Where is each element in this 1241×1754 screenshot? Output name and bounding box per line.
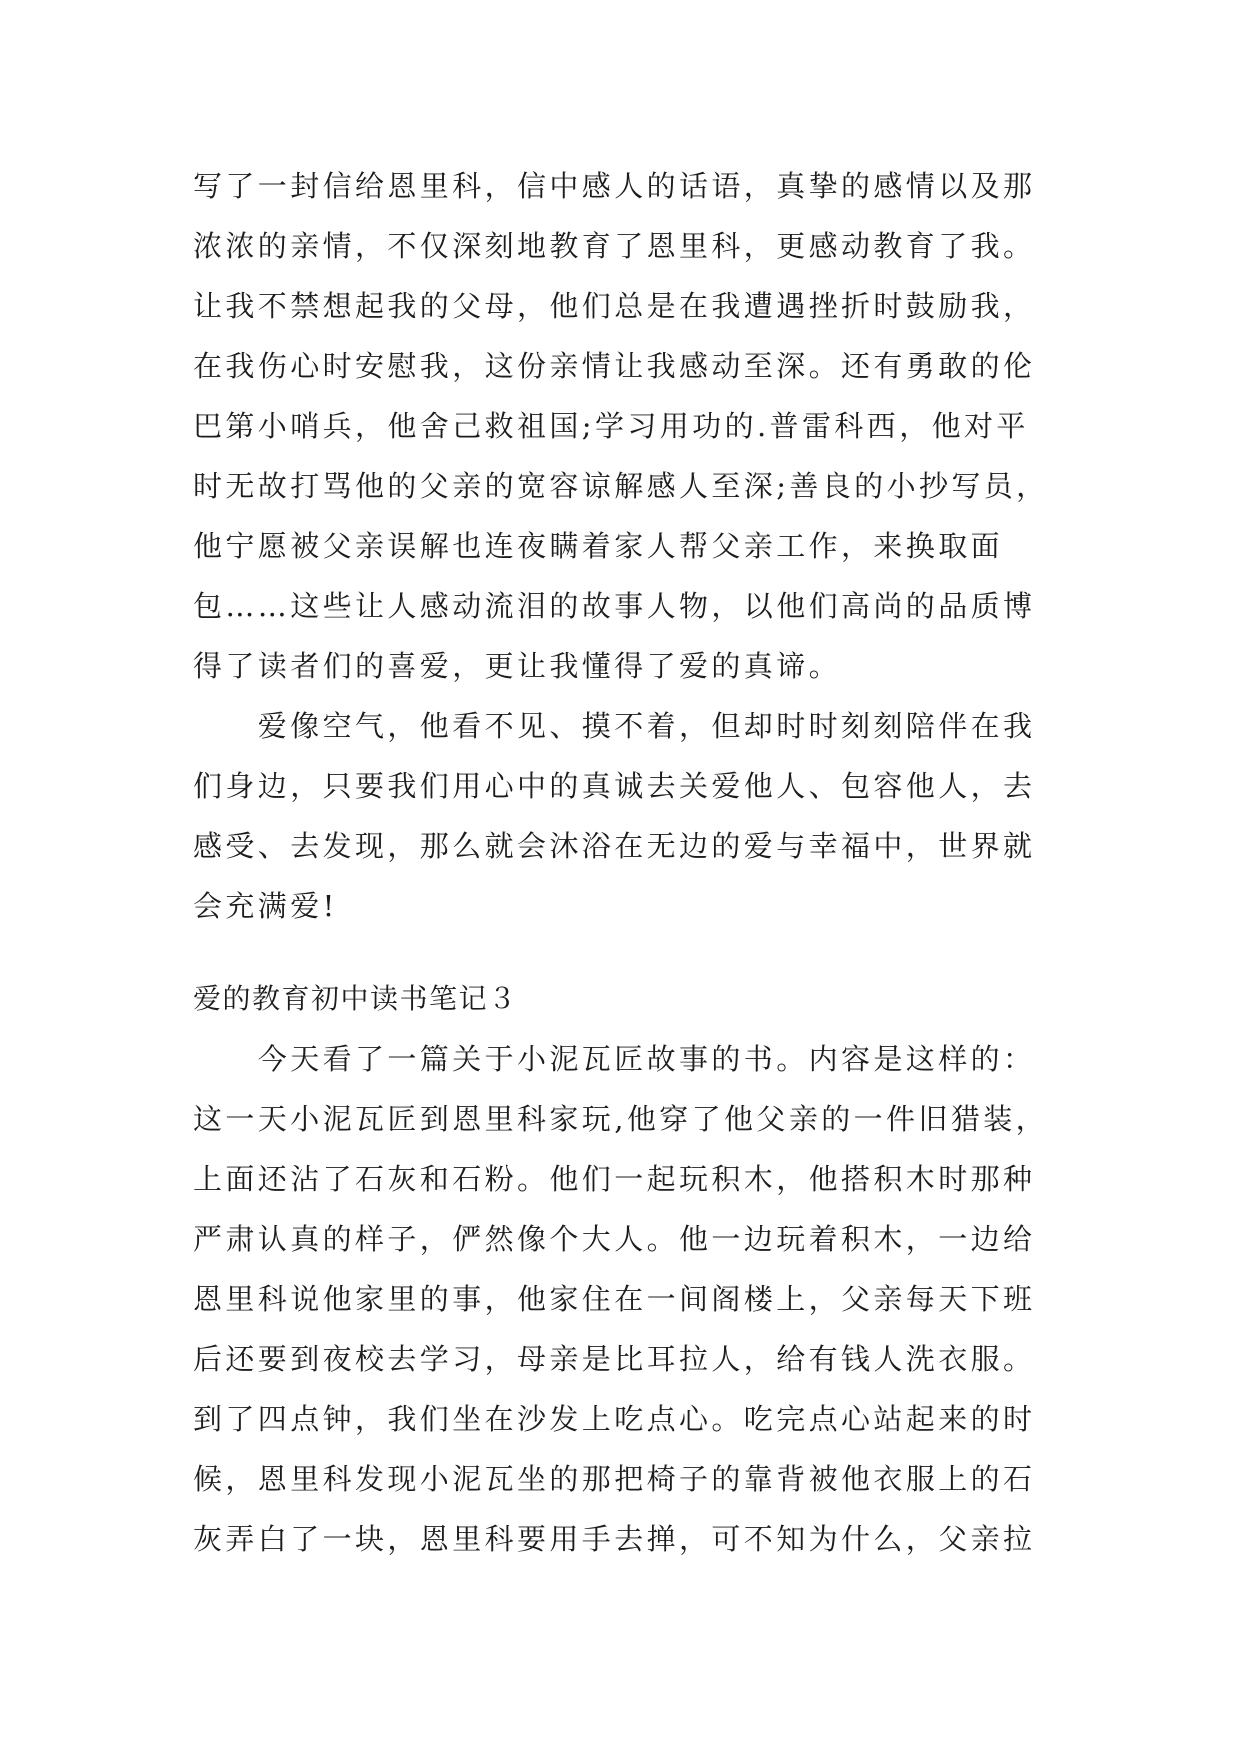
text-line: 在我伤心时安慰我，这份亲情让我感动至深。还有勇敢的伦: [193, 349, 1036, 383]
text-line: 写了一封信给恩里科，信中感人的话语，真挚的感情以及那: [193, 169, 1036, 203]
text-line: 严肃认真的样子，俨然像个大人。他一边玩着积木，一边给: [193, 1222, 1036, 1256]
text-line: 这一天小泥瓦匠到恩里科家玩,他穿了他父亲的一件旧猎装，: [193, 1102, 1049, 1136]
text-line: 会充满爱!: [193, 889, 338, 923]
paragraph-1: [193, 156, 1053, 696]
text-line: 让我不禁想起我的父母，他们总是在我遭遇挫折时鼓励我，: [193, 289, 1036, 323]
text-line: 感受、去发现，那么就会沐浴在无边的爱与幸福中，世界就: [193, 829, 1036, 863]
text-line: 浓浓的亲情，不仅深刻地教育了恩里科，更感动教育了我。: [193, 229, 1036, 263]
text-line: 恩里科说他家里的事，他家住在一间阁楼上，父亲每天下班: [193, 1282, 1036, 1316]
text-line: 上面还沾了石灰和石粉。他们一起玩积木，他搭积木时那种: [193, 1162, 1036, 1196]
text-line: 灰弄白了一块，恩里科要用手去掸，可不知为什么，父亲拉: [193, 1522, 1036, 1556]
text-line: 巴第小哨兵，他舍己救祖国;学习用功的.普雷科西，他对平: [193, 409, 1029, 443]
text-line: 得了读者们的喜爱，更让我懂得了爱的真谛。: [193, 649, 842, 683]
text-line: 们身边，只要我们用心中的真诚去关爱他人、包容他人，去: [193, 769, 1036, 803]
paragraph-2: [193, 696, 1053, 936]
text-line: 后还要到夜校去学习，母亲是比耳拉人，给有钱人洗衣服。: [193, 1342, 1036, 1376]
text-line: 时无故打骂他的父亲的宽容谅解感人至深;善良的小抄写员，: [193, 469, 1049, 503]
section-heading: 爱的教育初中读书笔记３: [193, 982, 518, 1015]
text-line: 爱像空气，他看不见、摸不着，但却时时刻刻陪伴在我: [193, 709, 1036, 743]
text-line: 他宁愿被父亲误解也连夜瞒着家人帮父亲工作，来换取面: [193, 529, 1004, 563]
text-line: 包……这些让人感动流泪的故事人物，以他们高尚的品质博: [193, 589, 1036, 623]
text-line: 候，恩里科发现小泥瓦坐的那把椅子的靠背被他衣服上的石: [193, 1462, 1036, 1496]
text-line: 到了四点钟，我们坐在沙发上吃点心。吃完点心站起来的时: [193, 1402, 1036, 1436]
paragraph-3: [193, 1029, 1053, 1569]
text-line: 今天看了一篇关于小泥瓦匠故事的书。内容是这样的：: [193, 1042, 1036, 1076]
